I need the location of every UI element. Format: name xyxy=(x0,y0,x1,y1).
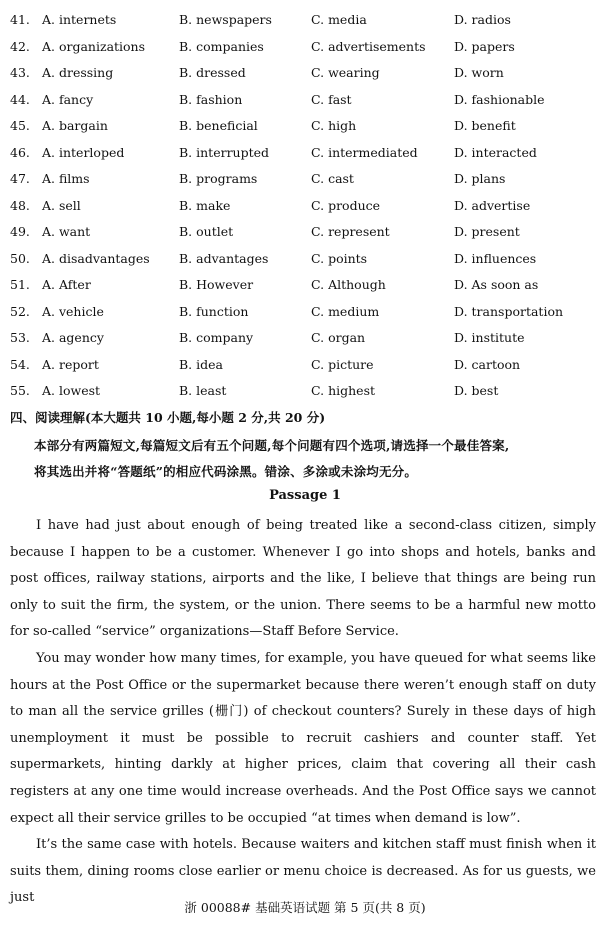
option-c: C. medium xyxy=(311,303,380,319)
page-footer: 浙 00088# 基础英语试题 第 5 页(共 8 页) xyxy=(184,900,426,915)
option-a: A. interloped xyxy=(42,144,125,160)
option-c: C. media xyxy=(311,12,367,27)
question-number: 50. xyxy=(10,250,30,266)
question-row xyxy=(10,63,600,90)
question-row xyxy=(10,328,600,355)
option-d: D. papers xyxy=(454,38,515,54)
passage-body xyxy=(10,513,596,912)
option-a: A. internets xyxy=(42,12,117,27)
question-row xyxy=(10,37,600,64)
option-a: A. fancy xyxy=(42,91,94,107)
question-number: 48. xyxy=(10,197,30,213)
option-b: B. newspapers xyxy=(179,12,272,27)
option-a: A. disadvantages xyxy=(42,250,150,266)
question-number: 51. xyxy=(10,277,30,292)
question-row xyxy=(10,381,600,408)
question-number: 44. xyxy=(10,91,30,107)
option-b: B. company xyxy=(179,330,254,345)
instruction-line-1: 本部分有两篇短文,每篇短文后有五个问题,每个问题有四个选项,请选择一个最佳答案, xyxy=(34,438,510,453)
section-instructions xyxy=(34,433,600,485)
option-d: D. worn xyxy=(454,65,504,80)
option-d: D. best xyxy=(454,383,499,398)
option-a: A. want xyxy=(42,224,91,239)
question-row xyxy=(10,249,600,276)
question-row xyxy=(10,10,600,37)
question-row xyxy=(10,302,600,329)
option-d: D. plans xyxy=(454,171,506,186)
passage-paragraph: It’s the same case with hotels. Because waiters and kitchen staff must finish when it suits them, dining rooms close earlier or menu choice is decreased. As for us guests, we just xyxy=(10,837,596,906)
question-row xyxy=(10,90,600,117)
option-a: A. vehicle xyxy=(42,303,104,319)
option-b: B. make xyxy=(179,197,231,213)
option-b: B. outlet xyxy=(179,224,234,239)
option-a: A. lowest xyxy=(42,383,101,398)
question-row xyxy=(10,355,600,382)
option-a: A. sell xyxy=(42,197,81,213)
option-a: A. agency xyxy=(42,330,104,345)
option-c: C. advertisements xyxy=(311,38,426,54)
option-c: C. points xyxy=(311,250,368,266)
question-number: 43. xyxy=(10,65,30,80)
option-d: D. As soon as xyxy=(454,277,539,292)
option-d: D. advertise xyxy=(454,197,531,213)
option-d: D. institute xyxy=(454,330,525,345)
section-heading: 四、阅读理解(本大题共 10 小题,每小题 2 分,共 20 分) xyxy=(10,410,326,425)
option-a: A. After xyxy=(42,277,91,292)
option-b: B. function xyxy=(179,303,249,319)
question-number: 47. xyxy=(10,171,30,186)
option-b: B. companies xyxy=(179,38,264,54)
option-c: C. produce xyxy=(311,197,381,213)
option-a: A. films xyxy=(42,171,90,186)
question-row xyxy=(10,196,600,223)
option-b: B. least xyxy=(179,383,227,398)
option-b: B. interrupted xyxy=(179,144,270,160)
option-c: C. represent xyxy=(311,224,390,239)
question-number: 46. xyxy=(10,144,30,160)
option-b: B. fashion xyxy=(179,91,243,107)
passage-paragraph: You may wonder how many times, for example, you have queued for what seems like hours at the Post Office or the supermarket because there weren’t enough staff on duty to man all the service grilles (栅门) of checkout counters? Surely in these days of high unemployment it must be possible to recruit cashiers and counter staff. Yet supermarkets, hinting darkly at higher prices, claim that covering all their cash registers at any one time would increase overheads. And the Post Office says we cannot expect all their service grilles to be occupied “at times when demand is low”. xyxy=(10,650,596,826)
option-a: A. bargain xyxy=(42,118,108,133)
option-d: D. radios xyxy=(454,12,511,27)
question-row xyxy=(10,143,600,170)
question-row xyxy=(10,222,600,249)
option-d: D. transportation xyxy=(454,303,564,319)
option-d: D. present xyxy=(454,224,520,239)
passage-title: Passage 1 xyxy=(269,488,341,503)
option-a: A. report xyxy=(42,356,99,372)
option-d: D. cartoon xyxy=(454,356,521,372)
question-row xyxy=(10,169,600,196)
option-b: B. advantages xyxy=(179,250,269,266)
option-c: C. highest xyxy=(311,383,376,398)
option-c: C. fast xyxy=(311,91,352,107)
question-number: 55. xyxy=(10,383,30,398)
option-b: B. beneficial xyxy=(179,118,258,133)
option-d: D. interacted xyxy=(454,144,537,160)
option-c: C. organ xyxy=(311,330,366,345)
option-c: C. high xyxy=(311,118,357,133)
option-a: A. organizations xyxy=(42,38,146,54)
question-number: 41. xyxy=(10,12,30,27)
option-b: B. programs xyxy=(179,171,258,186)
instruction-line-2: 将其选出并将“答题纸”的相应代码涂黑。错涂、多涂或未涂均无分。 xyxy=(34,464,418,479)
passage-paragraph: I have had just about enough of being treated like a second-class citizen, simply because I happen to be a customer. Whenever I go into shops and hotels, banks and post offices, railway stations, airports and the like, I believe that things are being run only to suit the firm, the system, or the union. There seems to be a harmful new motto for so-called “service” organizations—Staff Before Service. xyxy=(10,518,596,640)
option-c: C. wearing xyxy=(311,65,380,80)
option-b: B. However xyxy=(179,277,254,292)
question-number: 54. xyxy=(10,356,30,372)
option-c: C. picture xyxy=(311,356,374,372)
question-number: 42. xyxy=(10,38,30,54)
option-d: D. influences xyxy=(454,250,537,266)
answer-options-list xyxy=(10,10,600,408)
option-a: A. dressing xyxy=(42,65,114,80)
question-row xyxy=(10,116,600,143)
question-number: 53. xyxy=(10,330,30,345)
option-d: D. benefit xyxy=(454,118,516,133)
option-d: D. fashionable xyxy=(454,91,545,107)
question-number: 49. xyxy=(10,224,30,239)
option-b: B. dressed xyxy=(179,65,246,80)
question-number: 52. xyxy=(10,303,30,319)
option-c: C. intermediated xyxy=(311,144,418,160)
option-b: B. idea xyxy=(179,356,223,372)
option-c: C. cast xyxy=(311,171,354,186)
question-row xyxy=(10,275,600,302)
option-c: C. Although xyxy=(311,277,386,292)
question-number: 45. xyxy=(10,118,30,133)
